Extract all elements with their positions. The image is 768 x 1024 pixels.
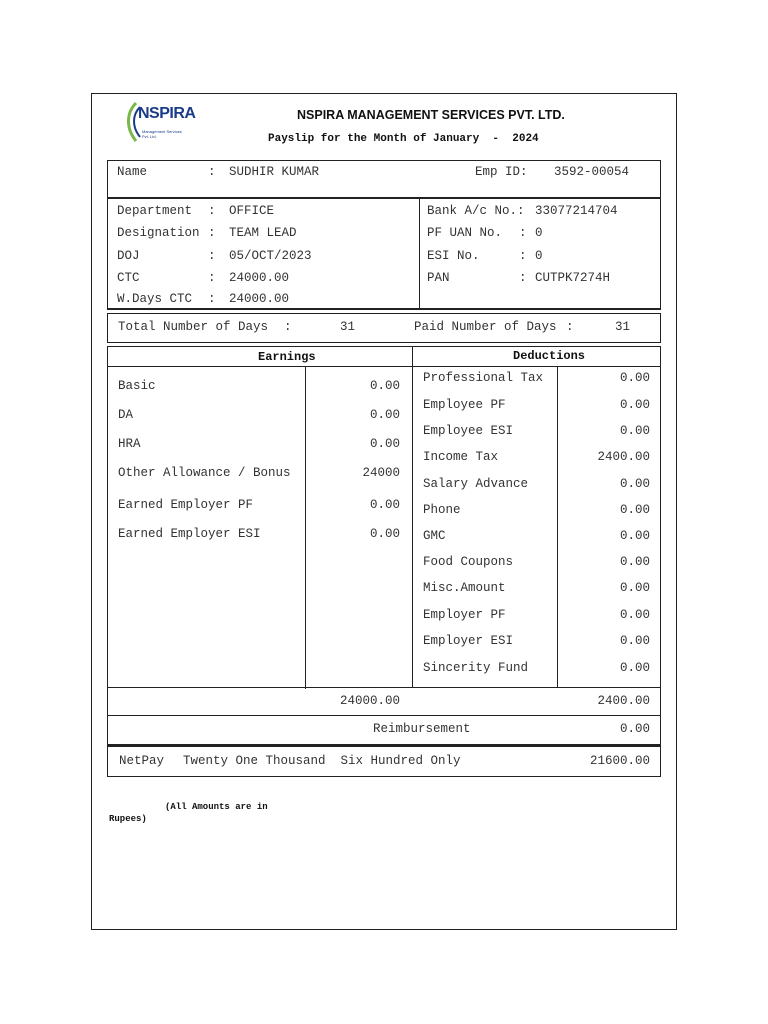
total-days-value: 31 [340, 320, 356, 334]
earning-amount: 0.00 [369, 437, 400, 451]
total-days-colon: : [284, 320, 292, 334]
wdays-ctc-label: W.Days CTC [117, 292, 193, 306]
deduction-amount: 0.00 [619, 398, 650, 412]
footer-note-line2: Rupees) [109, 814, 147, 824]
designation-value: TEAM LEAD [229, 226, 297, 240]
employee-name: SUDHIR KUMAR [229, 165, 320, 179]
earning-label: DA [118, 408, 134, 422]
deduction-amount: 0.00 [619, 371, 650, 385]
deduction-label: Salary Advance [423, 477, 529, 491]
earning-label: Earned Employer ESI [118, 527, 261, 541]
table-header-rule [107, 366, 661, 367]
earnings-amount-divider [305, 366, 306, 689]
earning-label: Earned Employer PF [118, 498, 254, 512]
emp-id-label: Emp ID: [475, 165, 528, 179]
wdays-ctc-value: 24000.00 [229, 292, 290, 306]
deduction-amount: 0.00 [619, 661, 650, 675]
name-label: Name [117, 165, 148, 179]
pf-uan-value: 0 [535, 226, 543, 240]
esi-label: ESI No. [427, 249, 480, 263]
designation-colon: : [208, 226, 216, 240]
designation-label: Designation [117, 226, 200, 240]
earning-amount: 0.00 [369, 498, 400, 512]
logo-text: NSPIRA [138, 105, 196, 122]
earning-label: Other Allowance / Bonus [118, 466, 291, 480]
ctc-value: 24000.00 [229, 271, 290, 285]
footer-note-line1: (All Amounts are in [165, 802, 268, 812]
deduction-amount: 0.00 [619, 529, 650, 543]
pan-label: PAN [427, 271, 450, 285]
pan-value: CUTPK7274H [535, 271, 611, 285]
deduction-amount: 0.00 [619, 608, 650, 622]
deduction-label: Professional Tax [423, 371, 544, 385]
netpay-amount: 21600.00 [589, 754, 650, 768]
department-value: OFFICE [229, 204, 275, 218]
doj-colon: : [208, 249, 216, 263]
earning-label: Basic [118, 379, 156, 393]
deduction-amount: 0.00 [619, 634, 650, 648]
total-days-label: Total Number of Days [118, 320, 269, 334]
deductions-heading: Deductions [513, 349, 586, 363]
paid-days-value: 31 [615, 320, 631, 334]
emp-id-value: 3592-00054 [554, 165, 630, 179]
esi-colon: : [519, 249, 527, 263]
netpay-words: Twenty One Thousand Six Hundred Only [183, 754, 461, 768]
department-colon: : [208, 204, 216, 218]
table-center-divider [412, 346, 413, 687]
ctc-colon: : [208, 271, 216, 285]
doj-label: DOJ [117, 249, 140, 263]
department-label: Department [117, 204, 193, 218]
company-name: NSPIRA MANAGEMENT SERVICES PVT. LTD. [297, 108, 565, 122]
earning-label: HRA [118, 437, 141, 451]
deduction-label: Employee ESI [423, 424, 514, 438]
deduction-amount: 0.00 [619, 555, 650, 569]
earning-amount: 0.00 [369, 408, 400, 422]
pf-uan-label: PF UAN No. [427, 226, 503, 240]
earning-amount: 0.00 [369, 379, 400, 393]
wdays-ctc-colon: : [208, 292, 216, 306]
pf-uan-colon: : [519, 226, 527, 240]
esi-value: 0 [535, 249, 543, 263]
payslip-title: Payslip for the Month of January - 2024 [268, 133, 539, 145]
reimbursement-label: Reimbursement [373, 722, 471, 736]
earnings-total: 24000.00 [339, 694, 400, 708]
totals-bottom-rule [107, 715, 661, 716]
details-divider [419, 198, 420, 309]
deduction-label: Misc.Amount [423, 581, 506, 595]
earning-amount: 0.00 [369, 527, 400, 541]
deduction-amount: 2400.00 [597, 450, 650, 464]
deduction-amount: 0.00 [619, 503, 650, 517]
netpay-label: NetPay [119, 754, 165, 768]
bank-value: 33077214704 [535, 204, 618, 218]
deduction-label: Sincerity Fund [423, 661, 529, 675]
deduction-amount: 0.00 [619, 581, 650, 595]
deduction-amount: 0.00 [619, 424, 650, 438]
deduction-label: Employee PF [423, 398, 506, 412]
deduction-label: Employer ESI [423, 634, 514, 648]
totals-top-rule [107, 687, 661, 688]
deductions-amount-divider [557, 366, 558, 687]
bank-label: Bank A/c No.: [427, 204, 525, 218]
logo-subtext: Management Services Pvt. Ltd. [142, 129, 182, 139]
ctc-label: CTC [117, 271, 140, 285]
reimbursement-amount: 0.00 [619, 722, 650, 736]
deductions-total: 2400.00 [597, 694, 650, 708]
paid-days-label: Paid Number of Days [414, 320, 557, 334]
deduction-label: Income Tax [423, 450, 499, 464]
earning-amount: 24000 [362, 466, 400, 480]
doj-value: 05/OCT/2023 [229, 249, 312, 263]
pan-colon: : [519, 271, 527, 285]
deduction-label: Food Coupons [423, 555, 514, 569]
deduction-label: Phone [423, 503, 461, 517]
deduction-label: GMC [423, 529, 446, 543]
company-logo [124, 99, 196, 145]
deduction-label: Employer PF [423, 608, 506, 622]
paid-days-colon: : [566, 320, 574, 334]
deduction-amount: 0.00 [619, 477, 650, 491]
name-colon: : [208, 165, 216, 179]
details-bottom-rule [107, 308, 661, 310]
earnings-heading: Earnings [258, 350, 316, 364]
